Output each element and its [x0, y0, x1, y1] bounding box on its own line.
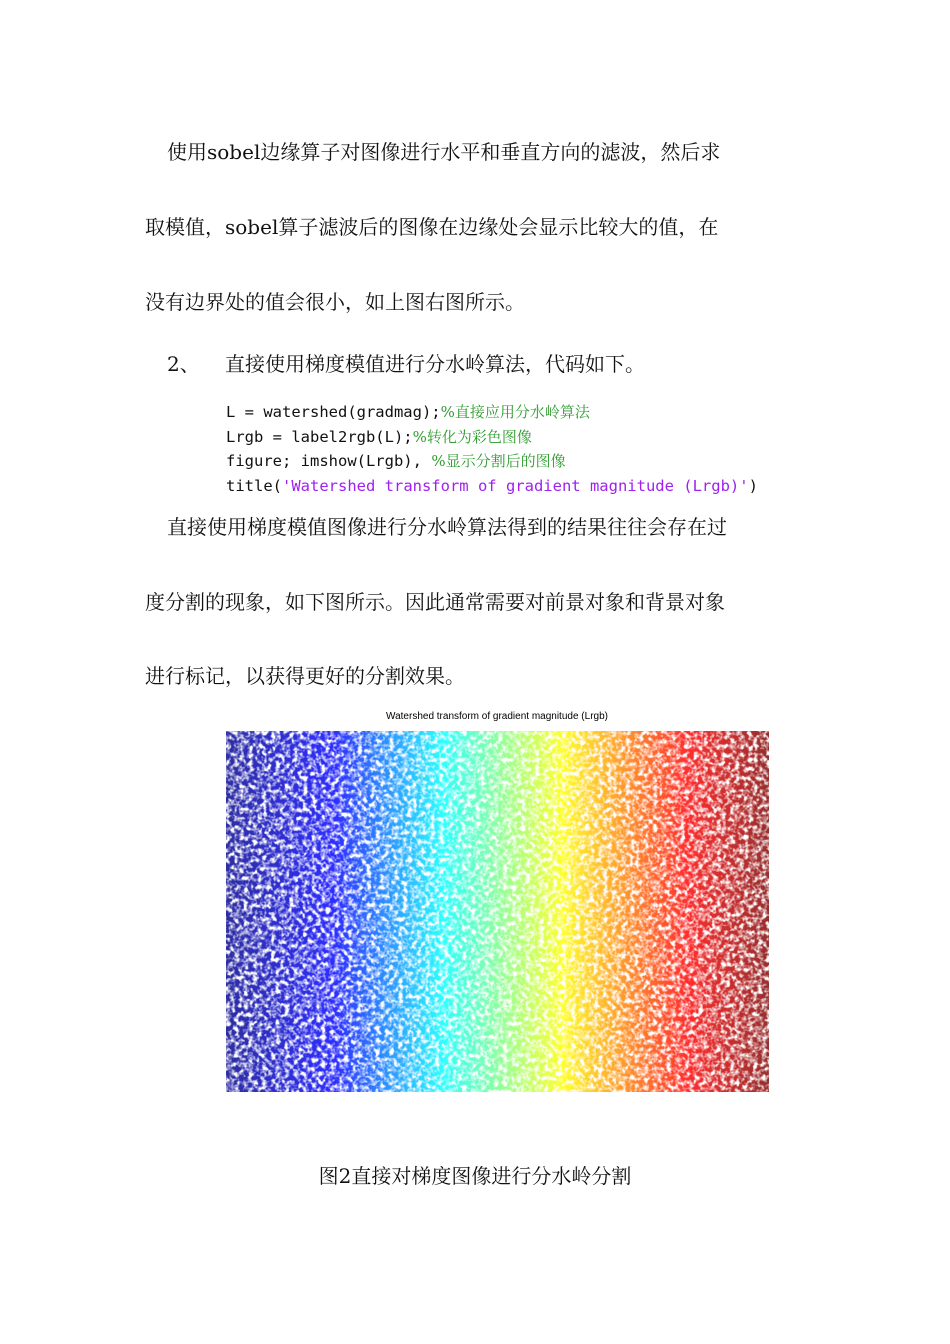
code-line-1-comment: %直接应用分水岭算法: [440, 403, 590, 421]
code-line-3-code: figure; imshow(Lrgb),: [226, 452, 432, 470]
code-line-2-comment: %转化为彩色图像: [412, 427, 532, 446]
code-line-1-code: L = watershed(gradmag);: [226, 403, 441, 421]
watershed-ridge-lines: [226, 731, 769, 1092]
code-line-4: [226, 477, 758, 495]
list-item-number: 2、: [167, 352, 200, 376]
code-line-4-string: 'Watershed transform of gradient magnitude (Lrgb)': [282, 476, 749, 495]
list-item-2: [167, 352, 950, 376]
code-line-2-code: Lrgb = label2rgb(L);: [226, 427, 413, 446]
watershed-image: [226, 731, 769, 1092]
list-item-text: 直接使用梯度模值进行分水岭算法，代码如下。: [225, 352, 645, 376]
code-line-3: [226, 452, 566, 470]
paragraph-1: 使用sobel边缘算子对图像进行水平和垂直方向的滤波，然后求: [167, 140, 721, 164]
watershed-figure: [226, 731, 769, 1092]
paragraph-4: 直接使用梯度模值图像进行分水岭算法得到的结果往往会存在过: [167, 515, 727, 539]
code-block: [226, 400, 758, 498]
figure-caption: 图2直接对梯度图像进行分水岭分割: [318, 1164, 632, 1188]
paragraph-6: 进行标记，以获得更好的分割效果。: [145, 664, 465, 688]
code-line-4-suffix: ): [748, 476, 758, 495]
code-line-4-prefix: title(: [226, 476, 282, 495]
paragraph-5: 度分割的现象，如下图所示。因此通常需要对前景对象和背景对象: [145, 590, 725, 614]
paragraph-2: 取模值，sobel算子滤波后的图像在边缘处会显示比较大的值，在: [145, 215, 719, 239]
figure-title: Watershed transform of gradient magnitude (Lrgb): [386, 711, 608, 722]
code-line-3-comment: %显示分割后的图像: [431, 452, 566, 470]
code-line-2: [226, 428, 532, 446]
code-line-1: [226, 403, 590, 421]
paragraph-3: 没有边界处的值会很小，如上图右图所示。: [145, 290, 525, 314]
